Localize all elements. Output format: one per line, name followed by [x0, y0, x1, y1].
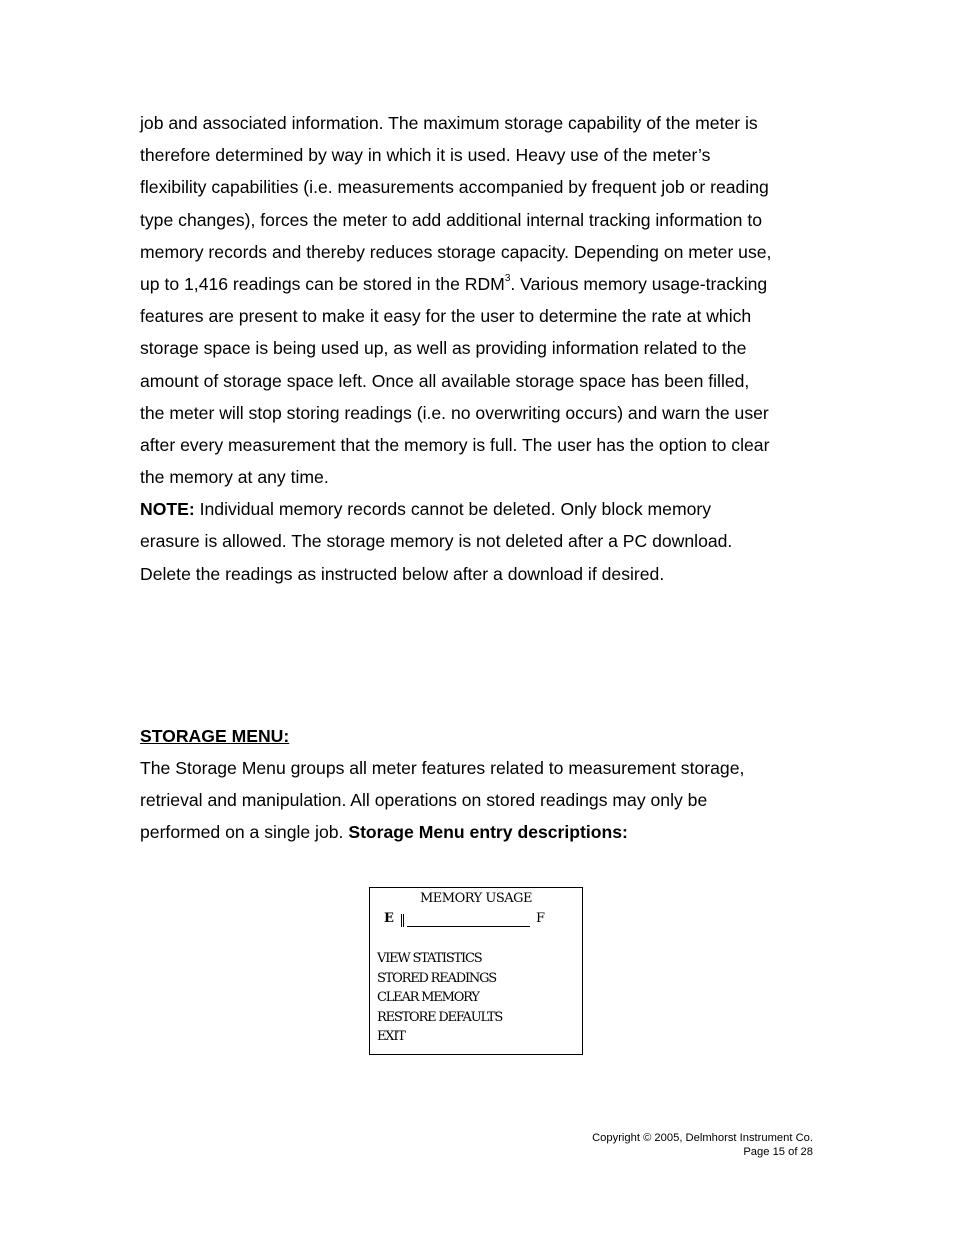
note-line: erasure is allowed. The storage memory is not deleted after a PC download. — [140, 531, 733, 552]
gauge-full-label: F — [536, 911, 546, 926]
entry-descriptions-label: Storage Menu entry descriptions: — [348, 822, 628, 843]
copyright-line — [592, 1131, 813, 1145]
text-line: after every measurement that the memory is full. The user has the option to clear — [140, 434, 770, 455]
note-text: Individual memory records cannot be deleted. Only block memory — [194, 499, 712, 520]
page-number: Page 15 of 28 — [743, 1146, 813, 1158]
text-line: type changes), forces the meter to add additional internal tracking information to — [140, 209, 762, 230]
rdm-text-post: . Various memory usage-tracking — [510, 273, 768, 294]
copyright-pre: Copyright — [592, 1132, 644, 1144]
lcd-menu — [377, 949, 502, 1047]
gauge-empty-label: E — [384, 911, 394, 926]
rdm-superscript: 3 — [504, 273, 511, 285]
menu-item-view-statistics[interactable]: VIEW STATISTICS — [377, 951, 482, 966]
text-line: retrieval and manipulation. All operations on stored readings may only be — [140, 790, 708, 811]
text-line: therefore determined by way in which it is used. Heavy use of the meter’s — [140, 145, 711, 166]
gauge-fill — [401, 914, 404, 927]
page-footer — [592, 1131, 813, 1159]
note-label: NOTE: — [140, 499, 195, 520]
text-segment: performed on a single job. — [140, 822, 349, 843]
storage-menu-heading: STORAGE MENU: — [140, 726, 290, 746]
menu-item-restore-defaults[interactable]: RESTORE DEFAULTS — [377, 1009, 503, 1025]
memory-gauge — [384, 911, 574, 929]
menu-item-exit[interactable]: EXIT — [377, 1029, 405, 1044]
text-line: memory records and thereby reduces storage capacity. Depending on meter use, — [140, 241, 772, 262]
text-line: features are present to make it easy for the user to determine the rate at which — [140, 306, 752, 327]
rdm-text: up to 1,416 readings can be stored in the RDM — [140, 273, 505, 294]
text-line: the meter will stop storing readings (i.e. no overwriting occurs) and warn the user — [140, 402, 769, 423]
menu-item-clear-memory[interactable]: CLEAR MEMORY — [377, 990, 479, 1005]
copyright-post: 2005, Delmhorst Instrument Co. — [651, 1132, 813, 1144]
lcd-title: MEMORY USAGE — [420, 891, 532, 906]
storage-menu-paragraph — [140, 752, 744, 849]
text-line: the memory at any time. — [140, 467, 329, 488]
text-line: storage space is being used up, as well as providing information related to the — [140, 338, 747, 359]
intro-paragraph — [140, 107, 830, 590]
menu-item-stored-readings[interactable]: STORED READINGS — [377, 970, 496, 986]
note-line: Delete the readings as instructed below after a download if desired. — [140, 563, 665, 584]
text-line: The Storage Menu groups all meter features related to measurement storage, — [140, 758, 745, 778]
text-line-rdm — [140, 268, 830, 300]
note-line — [140, 493, 830, 525]
text-line: flexibility capabilities (i.e. measurements accompanied by frequent job or reading — [140, 177, 769, 198]
text-line: job and associated information. The maximum storage capability of the meter is — [140, 113, 758, 133]
text-line — [140, 816, 744, 848]
text-line: amount of storage space left. Once all available storage space has been filled, — [140, 370, 750, 391]
gauge-track — [407, 926, 530, 927]
copyright-symbol: © — [643, 1132, 652, 1144]
lcd-screen — [369, 887, 583, 1055]
